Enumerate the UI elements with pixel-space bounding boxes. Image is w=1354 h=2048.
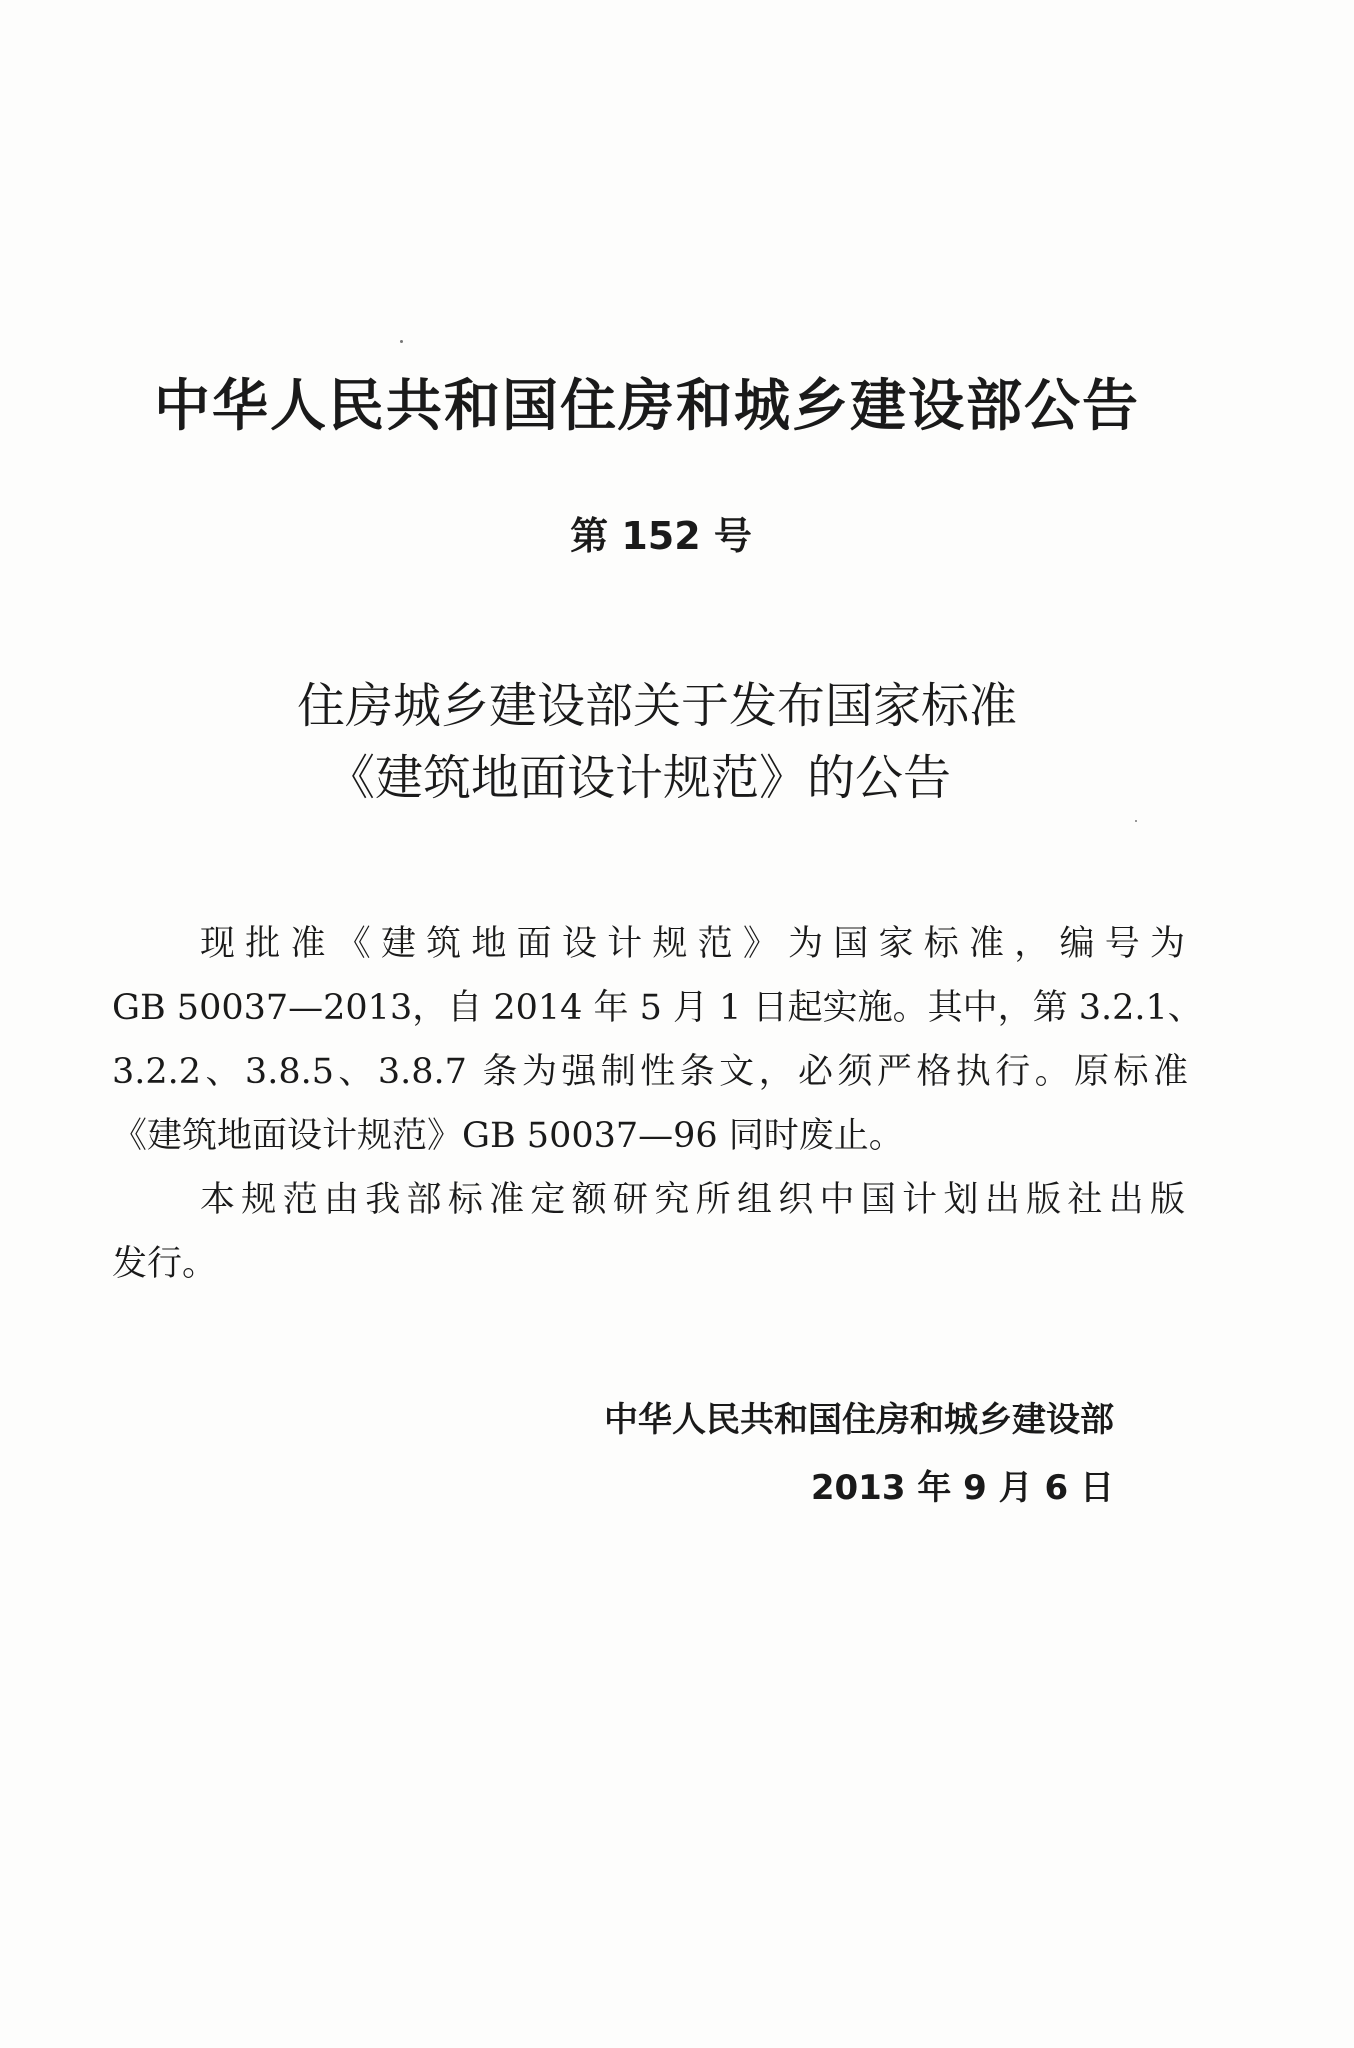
body-paragraph-2-line-1: 本规范由我部标准定额研究所组织中国计划出版社出版 — [200, 1180, 1185, 1220]
body-paragraph-2-line-2: 发行。 — [112, 1244, 218, 1284]
body-paragraph-1-line-2: GB 50037—2013，自 2014 年 5 月 1 日起实施。其中，第 3.2.1、 — [112, 988, 1203, 1028]
body-paragraph-1-line-4: 《建筑地面设计规范》GB 50037—96 同时废止。 — [112, 1116, 904, 1156]
scan-speck — [400, 340, 403, 343]
issuer-name: 中华人民共和国住房和城乡建设部 — [604, 1400, 1114, 1440]
body-paragraph-1-line-1: 现批准《建筑地面设计规范》为国家标准，编号为 — [200, 924, 1185, 964]
notice-subtitle-line-1: 住房城乡建设部关于发布国家标准 — [296, 678, 1017, 734]
notice-number: 第 152 号 — [570, 514, 752, 558]
notice-subtitle-line-2: 《建筑地面设计规范》的公告 — [326, 750, 951, 806]
notice-title: 中华人民共和国住房和城乡建设部公告 — [154, 374, 1140, 439]
scan-speck — [1135, 820, 1137, 822]
issue-date: 2013 年 9 月 6 日 — [810, 1468, 1114, 1508]
body-paragraph-1-line-3: 3.2.2、3.8.5、3.8.7 条为强制性条文，必须严格执行。原标准 — [112, 1052, 1188, 1092]
